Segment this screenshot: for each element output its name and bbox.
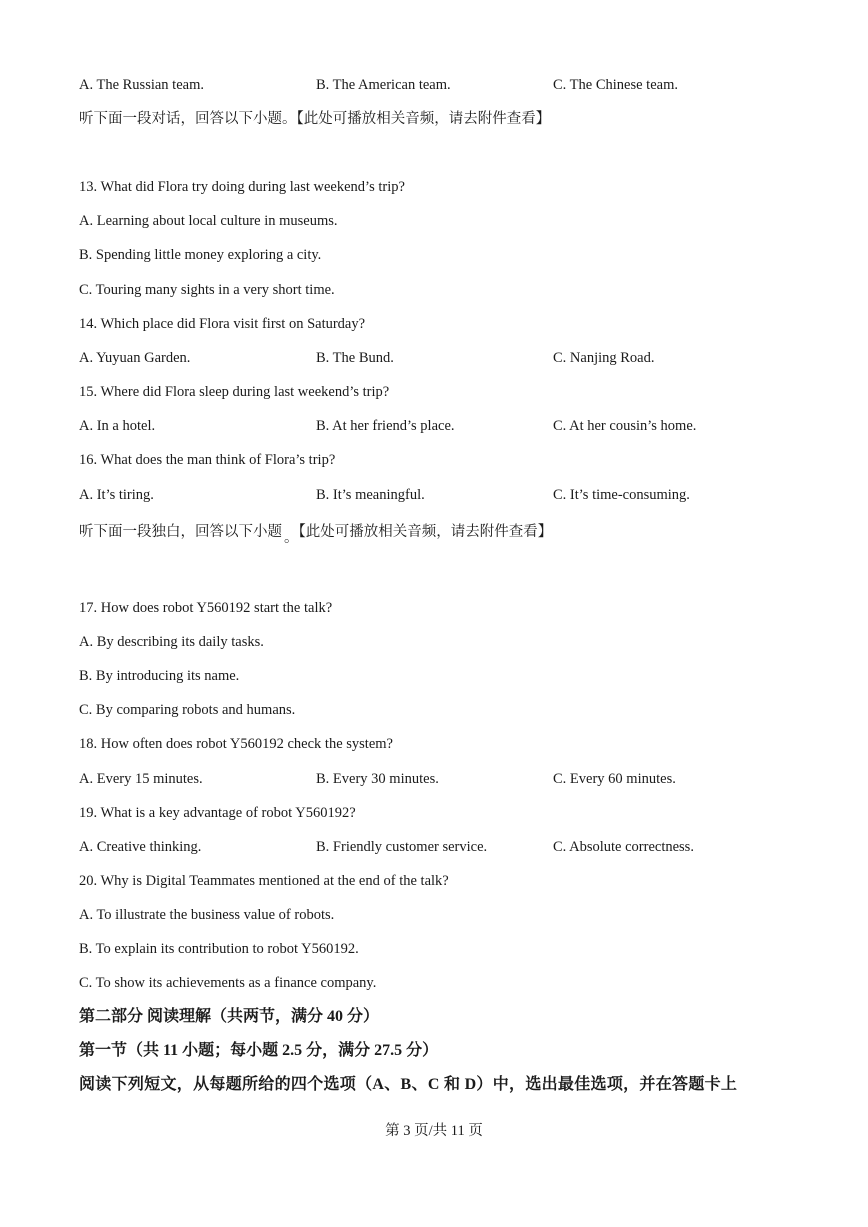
q16-options — [79, 486, 839, 504]
q20-option-b: B. To explain its contribution to robot Y560192. — [79, 941, 359, 957]
option-a: A. Yuyuan Garden. — [79, 350, 191, 366]
option-b: B. Every 30 minutes. — [316, 771, 439, 787]
option-a: A. Creative thinking. — [79, 839, 202, 855]
option-a: A. In a hotel. — [79, 418, 156, 434]
instruction-period: 。 — [284, 530, 299, 546]
reading-instruction: 阅读下列短文，从每题所给的四个选项（A、B、C 和 D）中，选出最佳选项，并在答题卡上 — [79, 1076, 738, 1093]
option-a: A. Every 15 minutes. — [79, 771, 203, 787]
option-c: C. Every 60 minutes. — [553, 771, 676, 787]
option-c: C. Absolute correctness. — [553, 839, 694, 855]
q17-option-b: B. By introducing its name. — [79, 668, 240, 684]
option-b: B. At her friend’s place. — [316, 418, 455, 434]
part2-title: 第二部分 阅读理解（共两节，满分 40 分） — [79, 1008, 380, 1025]
instruction-text: 听下面一段独白，回答以下小题 — [79, 524, 282, 540]
q14-options — [79, 349, 839, 367]
audio-note: 【此处可播放相关音频，请去附件查看】 — [298, 524, 553, 540]
question-13: 13. What did Flora try doing during last weekend’s trip? — [79, 179, 405, 195]
listen-monologue-instruction — [79, 523, 553, 546]
q20-option-a: A. To illustrate the business value of robots. — [79, 907, 335, 923]
option-b: B. It’s meaningful. — [316, 487, 425, 503]
page-number: 第 3 页/共 11 页 — [385, 1123, 483, 1139]
question-20: 20. Why is Digital Teammates mentioned at the end of the talk? — [79, 873, 449, 889]
q20-option-c: C. To show its achievements as a finance company. — [79, 975, 377, 991]
question-18: 18. How often does robot Y560192 check the system? — [79, 736, 393, 752]
option-c: C. At her cousin’s home. — [553, 418, 697, 434]
q13-option-c: C. Touring many sights in a very short time. — [79, 282, 335, 298]
q13-option-b: B. Spending little money exploring a city. — [79, 247, 322, 263]
option-a: A. The Russian team. — [79, 77, 204, 93]
q17-option-a: A. By describing its daily tasks. — [79, 634, 264, 650]
q19-options — [79, 838, 839, 856]
question-19: 19. What is a key advantage of robot Y560192? — [79, 805, 356, 821]
q13-option-a: A. Learning about local culture in museums. — [79, 213, 338, 229]
question-17: 17. How does robot Y560192 start the talk? — [79, 600, 333, 616]
listen-dialogue-instruction: 听下面一段对话，回答以下小题。【此处可播放相关音频，请去附件查看】 — [79, 111, 551, 127]
option-c: C. It’s time-consuming. — [553, 487, 690, 503]
option-a: A. It’s tiring. — [79, 487, 154, 503]
option-c: C. The Chinese team. — [553, 77, 678, 93]
q17-option-c: C. By comparing robots and humans. — [79, 702, 296, 718]
option-b: B. The Bund. — [316, 350, 394, 366]
question-15: 15. Where did Flora sleep during last weekend’s trip? — [79, 384, 390, 400]
question-16: 16. What does the man think of Flora’s trip? — [79, 452, 336, 468]
q15-options — [79, 417, 839, 435]
option-b: B. Friendly customer service. — [316, 839, 488, 855]
question-14: 14. Which place did Flora visit first on Saturday? — [79, 316, 366, 332]
q12-options — [79, 76, 839, 94]
section1-title: 第一节（共 11 小题；每小题 2.5 分，满分 27.5 分） — [79, 1042, 439, 1059]
option-c: C. Nanjing Road. — [553, 350, 655, 366]
option-b: B. The American team. — [316, 77, 451, 93]
q18-options — [79, 770, 839, 788]
